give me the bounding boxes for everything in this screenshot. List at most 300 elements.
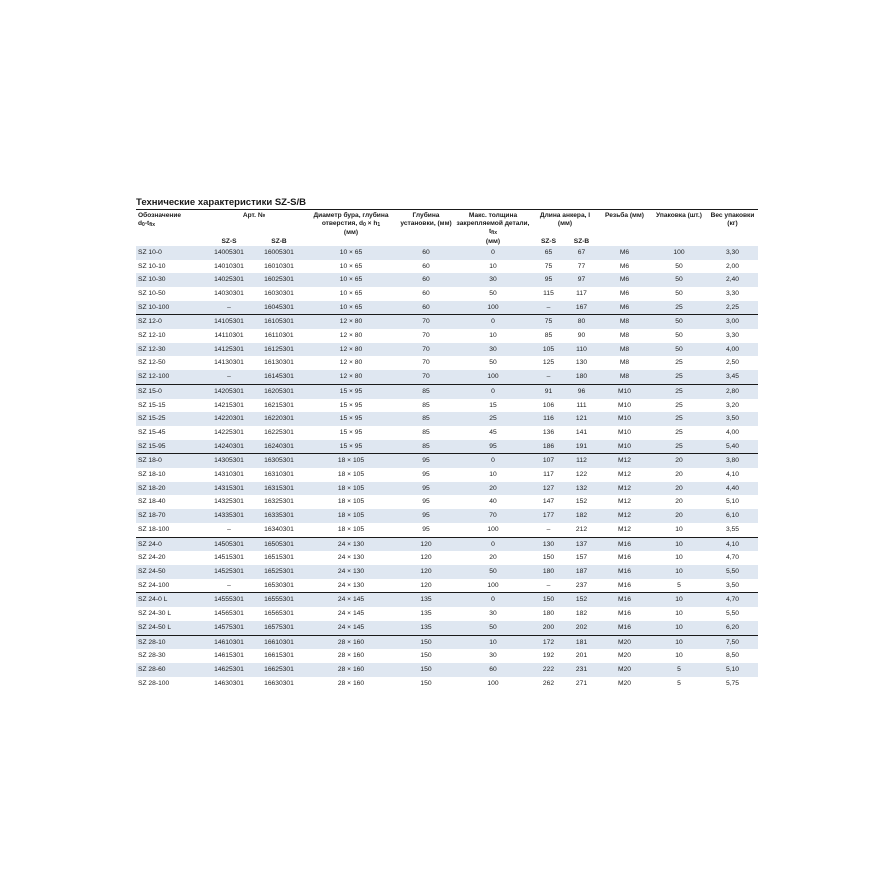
cell-length-szs: 186 <box>532 440 565 454</box>
cell-length-szs: 117 <box>543 471 554 479</box>
cell-art-szs: 14555301 <box>204 593 254 607</box>
cell-thread: M16 <box>617 581 631 589</box>
table-row <box>136 468 758 482</box>
cell-weight: 5,10 <box>707 663 758 677</box>
cell-pack: 100 <box>651 246 707 260</box>
cell-designation: SZ 24-0 <box>136 537 204 551</box>
cell-art-szs: 14010301 <box>214 262 244 270</box>
cell-drill: 18 × 105 <box>304 454 398 468</box>
header-art-number: Арт. № <box>242 212 266 219</box>
cell-thread: M8 <box>619 359 630 367</box>
cell-weight: 3,00 <box>707 315 758 329</box>
cell-thread: M16 <box>598 593 651 607</box>
cell-weight: 4,00 <box>707 343 758 357</box>
cell-weight: 7,50 <box>707 635 758 649</box>
cell-weight: 3,80 <box>707 454 758 468</box>
cell-length-szs: 125 <box>542 359 555 367</box>
cell-pack: 10 <box>675 525 683 533</box>
cell-thickness: 50 <box>454 621 532 635</box>
cell-thickness: 25 <box>454 412 532 426</box>
cell-length-szs: 105 <box>532 343 565 357</box>
header-length-szb: SZ-B <box>573 237 590 245</box>
cell-designation: SZ 24-50 L <box>136 621 204 635</box>
cell-thread: M10 <box>617 428 631 436</box>
table-row <box>136 399 758 413</box>
cell-thickness: 50 <box>489 359 497 367</box>
cell-thread: M20 <box>598 635 651 649</box>
cell-designation: SZ 18-100 <box>138 525 170 533</box>
cell-length-szs: 177 <box>532 509 565 523</box>
table-row <box>136 356 758 370</box>
cell-thickness: 0 <box>454 315 532 329</box>
cell-weight: 5,40 <box>707 440 758 454</box>
header-art-szb: SZ-B <box>271 237 287 245</box>
cell-depth: 85 <box>398 440 454 454</box>
cell-length-szs: – <box>546 581 551 589</box>
cell-art-szb: 16130301 <box>264 359 294 367</box>
cell-art-szs: 14515301 <box>214 554 244 562</box>
cell-pack: 50 <box>675 262 683 270</box>
cell-art-szb: 16335301 <box>254 509 304 523</box>
cell-thread: M8 <box>598 370 651 384</box>
cell-length-szs: 85 <box>544 332 553 340</box>
table-row <box>136 649 758 663</box>
cell-thickness: 60 <box>454 663 532 677</box>
cell-art-szb: 16220301 <box>254 412 304 426</box>
cell-length-szb: 167 <box>565 301 598 315</box>
cell-drill: 28 × 160 <box>337 652 365 660</box>
cell-art-szs: 14125301 <box>204 343 254 357</box>
cell-art-szb: 16030301 <box>264 289 294 297</box>
cell-thickness: 95 <box>454 440 532 454</box>
cell-depth: 60 <box>398 301 454 315</box>
cell-thread: M6 <box>598 246 651 260</box>
cell-designation: SZ 18-0 <box>136 454 204 468</box>
cell-weight: 4,70 <box>725 554 740 562</box>
cell-thread: M10 <box>598 384 651 398</box>
cell-art-szb: 16315301 <box>254 482 304 496</box>
cell-length-szb: 121 <box>565 412 598 426</box>
cell-pack: 50 <box>675 289 683 297</box>
cell-art-szb: 16045301 <box>254 301 304 315</box>
cell-weight: 3,55 <box>725 525 740 533</box>
cell-thread: M10 <box>598 440 651 454</box>
cell-drill: 24 × 130 <box>337 581 365 589</box>
cell-length-szs: 222 <box>532 663 565 677</box>
cell-drill: 12 × 80 <box>304 370 398 384</box>
cell-designation: SZ 15-0 <box>136 384 204 398</box>
cell-art-szs: 14335301 <box>204 509 254 523</box>
cell-designation: SZ 28-30 <box>138 652 166 660</box>
cell-thread: M16 <box>598 621 651 635</box>
cell-designation: SZ 18-70 <box>136 509 204 523</box>
table-row <box>136 315 758 329</box>
cell-art-szb: 16630301 <box>264 679 294 687</box>
cell-pack: 5 <box>651 663 707 677</box>
spec-sheet <box>136 196 758 690</box>
cell-depth: 95 <box>398 509 454 523</box>
cell-drill: 15 × 95 <box>339 428 363 436</box>
cell-weight: 2,40 <box>707 273 758 287</box>
cell-weight: 3,50 <box>707 412 758 426</box>
cell-weight: 3,20 <box>725 401 740 409</box>
cell-length-szs: – <box>532 370 565 384</box>
cell-length-szb: 157 <box>575 554 588 562</box>
cell-art-szb: 16025301 <box>254 273 304 287</box>
cell-weight: 3,30 <box>725 332 740 340</box>
cell-length-szb: 202 <box>565 621 598 635</box>
cell-art-szs: 14505301 <box>204 537 254 551</box>
header-designation: Обозначение $d_0-t_{fix}$ <box>138 212 182 229</box>
cell-art-szb: 16310301 <box>264 471 294 479</box>
cell-drill: 24 × 130 <box>337 554 365 562</box>
cell-length-szs: 180 <box>542 610 555 618</box>
cell-thread: M12 <box>617 471 631 479</box>
cell-depth: 85 <box>398 412 454 426</box>
cell-thickness: 0 <box>454 246 532 260</box>
cell-art-szs: 14205301 <box>204 384 254 398</box>
cell-thickness: 0 <box>454 384 532 398</box>
cell-length-szb: 132 <box>565 482 598 496</box>
cell-thread: M6 <box>619 262 630 270</box>
cell-drill: 24 × 145 <box>304 593 398 607</box>
cell-thread: M10 <box>617 401 631 409</box>
cell-depth: 70 <box>398 343 454 357</box>
cell-length-szs: 136 <box>542 428 555 436</box>
cell-pack: 20 <box>651 482 707 496</box>
cell-weight: 3,50 <box>725 581 740 589</box>
cell-thread: M8 <box>598 315 651 329</box>
table-row <box>136 579 758 593</box>
cell-drill: 10 × 65 <box>339 289 363 297</box>
table-row <box>136 607 758 621</box>
cell-art-szs: 14025301 <box>204 273 254 287</box>
cell-designation: SZ 24-50 <box>136 565 204 579</box>
cell-art-szs: 14630301 <box>214 679 244 687</box>
table-row <box>136 495 758 509</box>
cell-art-szb: 16205301 <box>254 384 304 398</box>
cell-length-szs: 91 <box>532 384 565 398</box>
cell-thread: M16 <box>598 565 651 579</box>
cell-designation: SZ 12-0 <box>136 315 204 329</box>
cell-drill: 12 × 80 <box>339 332 363 340</box>
cell-thread: M20 <box>617 679 631 687</box>
header-pack: Упаковка (шт.) <box>656 212 702 219</box>
cell-depth: 95 <box>422 498 430 506</box>
cell-art-szs: 14315301 <box>204 482 254 496</box>
cell-designation: SZ 24-0 L <box>136 593 204 607</box>
cell-length-szb: 137 <box>565 537 598 551</box>
table-row <box>136 663 758 677</box>
cell-drill: 12 × 80 <box>304 343 398 357</box>
cell-thickness: 50 <box>454 565 532 579</box>
cell-thickness: 45 <box>489 428 497 436</box>
cell-depth: 150 <box>420 652 432 660</box>
cell-pack: 50 <box>651 315 707 329</box>
cell-length-szs: 106 <box>542 401 555 409</box>
cell-drill: 24 × 145 <box>304 621 398 635</box>
cell-weight: 2,80 <box>707 384 758 398</box>
cell-art-szb: 16615301 <box>264 652 294 660</box>
cell-length-szb: 187 <box>565 565 598 579</box>
table-row <box>136 343 758 357</box>
cell-art-szs: 14005301 <box>204 246 254 260</box>
cell-length-szs: 75 <box>544 262 553 270</box>
cell-pack: 50 <box>675 332 683 340</box>
cell-art-szs: – <box>227 581 231 589</box>
cell-thread: M6 <box>619 289 630 297</box>
cell-designation: SZ 24-20 <box>138 554 166 562</box>
cell-weight: 5,50 <box>707 565 758 579</box>
header-length: Длина анкера, l (мм) <box>539 212 591 228</box>
cell-designation: SZ 18-10 <box>138 471 166 479</box>
cell-drill: 18 × 105 <box>304 509 398 523</box>
table-row <box>136 384 758 398</box>
cell-weight: 6,20 <box>707 621 758 635</box>
cell-weight: 6,10 <box>707 509 758 523</box>
cell-length-szb: 182 <box>565 509 598 523</box>
table-body <box>136 246 758 691</box>
spec-table <box>136 209 758 690</box>
cell-pack: 10 <box>651 593 707 607</box>
cell-length-szs: 150 <box>542 554 555 562</box>
cell-thickness: 10 <box>454 635 532 649</box>
cell-weight: 4,10 <box>725 471 740 479</box>
cell-depth: 95 <box>422 471 430 479</box>
cell-length-szs: 192 <box>542 652 555 660</box>
cell-thickness: 15 <box>489 401 497 409</box>
cell-art-szs: 14310301 <box>214 471 244 479</box>
cell-art-szb: 16240301 <box>254 440 304 454</box>
cell-thread: M12 <box>598 454 651 468</box>
table-row <box>136 551 758 565</box>
cell-length-szb: 231 <box>565 663 598 677</box>
header-art-szs: SZ-S <box>221 237 237 245</box>
cell-depth: 70 <box>422 359 430 367</box>
cell-thread: M8 <box>598 343 651 357</box>
cell-length-szb: 191 <box>565 440 598 454</box>
cell-length-szs: 172 <box>532 635 565 649</box>
cell-art-szb: 16110301 <box>264 332 294 340</box>
header-weight: Вес упаковки (кг) <box>710 212 755 228</box>
cell-drill: 10 × 65 <box>339 262 363 270</box>
cell-drill: 10 × 65 <box>304 246 398 260</box>
cell-pack: 20 <box>675 498 683 506</box>
cell-depth: 150 <box>398 663 454 677</box>
cell-length-szs: – <box>546 525 551 533</box>
cell-art-szb: 16555301 <box>254 593 304 607</box>
cell-weight: 5,75 <box>725 679 740 687</box>
cell-length-szb: 110 <box>565 343 598 357</box>
cell-pack: 10 <box>651 565 707 579</box>
cell-depth: 60 <box>398 273 454 287</box>
cell-art-szs: 14615301 <box>214 652 244 660</box>
cell-thickness: 50 <box>489 289 497 297</box>
cell-length-szb: 271 <box>575 679 588 687</box>
cell-length-szb: 152 <box>575 498 588 506</box>
cell-art-szb: 16575301 <box>254 621 304 635</box>
table-row <box>136 454 758 468</box>
cell-length-szb: 97 <box>565 273 598 287</box>
cell-depth: 70 <box>398 370 454 384</box>
cell-weight: 4,70 <box>707 593 758 607</box>
cell-drill: 15 × 95 <box>339 401 363 409</box>
cell-depth: 70 <box>422 332 430 340</box>
cell-pack: 25 <box>675 359 683 367</box>
cell-thread: M16 <box>598 537 651 551</box>
cell-pack: 25 <box>675 428 683 436</box>
cell-art-szs: 14565301 <box>214 610 244 618</box>
cell-drill: 12 × 80 <box>304 315 398 329</box>
cell-depth: 60 <box>422 289 430 297</box>
cell-pack: 50 <box>651 343 707 357</box>
cell-thread: M12 <box>598 509 651 523</box>
cell-drill: 28 × 160 <box>304 635 398 649</box>
cell-drill: 18 × 105 <box>304 482 398 496</box>
table-row <box>136 287 758 301</box>
cell-pack: 10 <box>675 554 683 562</box>
cell-art-szs: 14225301 <box>214 428 244 436</box>
cell-weight: 5,10 <box>725 498 740 506</box>
cell-weight: 4,10 <box>707 537 758 551</box>
cell-thread: M16 <box>617 554 631 562</box>
table-row <box>136 260 758 274</box>
cell-length-szs: 180 <box>532 565 565 579</box>
table-row <box>136 246 758 260</box>
cell-art-szb: 16565301 <box>264 610 294 618</box>
table-row <box>136 565 758 579</box>
cell-designation: SZ 10-0 <box>136 246 204 260</box>
cell-thickness: 30 <box>454 273 532 287</box>
cell-depth: 120 <box>420 554 432 562</box>
cell-length-szs: 75 <box>532 315 565 329</box>
cell-drill: 15 × 95 <box>304 384 398 398</box>
cell-pack: 10 <box>651 635 707 649</box>
cell-pack: 10 <box>651 537 707 551</box>
cell-depth: 135 <box>398 621 454 635</box>
cell-length-szb: 67 <box>565 246 598 260</box>
cell-thread: M12 <box>617 498 631 506</box>
table-row <box>136 635 758 649</box>
table-row <box>136 273 758 287</box>
cell-art-szb: 16340301 <box>264 525 294 533</box>
cell-length-szb: 237 <box>575 581 588 589</box>
cell-thickness: 100 <box>487 525 499 533</box>
cell-pack: 20 <box>675 471 683 479</box>
cell-thickness: 0 <box>454 537 532 551</box>
cell-designation: SZ 28-100 <box>138 679 170 687</box>
cell-designation: SZ 24-30 L <box>138 610 172 618</box>
cell-length-szb: 212 <box>575 525 588 533</box>
cell-pack: 25 <box>651 370 707 384</box>
cell-thickness: 100 <box>487 679 499 687</box>
cell-length-szb: 181 <box>565 635 598 649</box>
cell-art-szb: 16215301 <box>264 401 294 409</box>
cell-depth: 120 <box>398 537 454 551</box>
cell-art-szb: 16530301 <box>264 581 294 589</box>
cell-length-szb: 111 <box>576 401 587 409</box>
cell-length-szs: 107 <box>532 454 565 468</box>
cell-pack: 25 <box>651 301 707 315</box>
cell-depth: 150 <box>398 635 454 649</box>
cell-thread: M10 <box>598 412 651 426</box>
table-title: Технические характеристики SZ-S/B <box>136 197 306 208</box>
cell-length-szb: 112 <box>565 454 598 468</box>
cell-length-szs: 150 <box>532 593 565 607</box>
cell-length-szs: 147 <box>542 498 555 506</box>
cell-art-szs: 14610301 <box>204 635 254 649</box>
cell-art-szb: 16625301 <box>254 663 304 677</box>
cell-weight: 2,50 <box>725 359 740 367</box>
cell-art-szs: 14325301 <box>214 498 244 506</box>
header-thickness: Макс. толщина закрепляемой детали, $t_{fix}$ (мм) <box>456 212 530 245</box>
cell-weight: 4,40 <box>707 482 758 496</box>
table-row <box>136 301 758 315</box>
header-depth: Глубина установки, (мм) <box>400 212 452 228</box>
cell-thread: M12 <box>598 482 651 496</box>
cell-designation: SZ 28-60 <box>136 663 204 677</box>
table-row <box>136 440 758 454</box>
cell-depth: 85 <box>398 384 454 398</box>
cell-depth: 85 <box>422 428 430 436</box>
cell-art-szs: – <box>227 525 231 533</box>
cell-pack: 5 <box>677 581 681 589</box>
cell-length-szb: 96 <box>565 384 598 398</box>
cell-thickness: 100 <box>487 581 499 589</box>
cell-drill: 18 × 105 <box>337 525 365 533</box>
cell-depth: 150 <box>420 679 432 687</box>
table-row <box>136 482 758 496</box>
cell-art-szb: 16010301 <box>264 262 294 270</box>
cell-pack: 25 <box>651 440 707 454</box>
cell-thickness: 0 <box>454 454 532 468</box>
cell-weight: 3,45 <box>707 370 758 384</box>
cell-thickness: 40 <box>489 498 497 506</box>
cell-drill: 15 × 95 <box>304 412 398 426</box>
cell-designation: SZ 15-45 <box>138 428 166 436</box>
cell-length-szs: 262 <box>542 679 555 687</box>
cell-drill: 24 × 130 <box>304 537 398 551</box>
table-row <box>136 329 758 343</box>
cell-thickness: 30 <box>489 610 497 618</box>
cell-designation: SZ 24-100 <box>138 581 170 589</box>
cell-thread: M16 <box>617 610 631 618</box>
cell-art-szs: 14305301 <box>204 454 254 468</box>
cell-thickness: 30 <box>454 343 532 357</box>
cell-art-szs: 14215301 <box>214 401 244 409</box>
cell-drill: 28 × 160 <box>304 663 398 677</box>
cell-length-szb: 117 <box>576 289 587 297</box>
cell-depth: 95 <box>422 525 430 533</box>
cell-length-szs: 200 <box>532 621 565 635</box>
cell-art-szs: 14240301 <box>204 440 254 454</box>
cell-depth: 135 <box>420 610 432 618</box>
cell-art-szs: 14105301 <box>204 315 254 329</box>
cell-art-szb: 16505301 <box>254 537 304 551</box>
cell-pack: 10 <box>675 610 683 618</box>
cell-art-szs: 14220301 <box>204 412 254 426</box>
cell-designation: SZ 10-50 <box>138 289 166 297</box>
cell-length-szs: 130 <box>532 537 565 551</box>
cell-art-szs: 14110301 <box>214 332 244 340</box>
cell-length-szb: 122 <box>575 471 588 479</box>
cell-drill: 24 × 130 <box>304 565 398 579</box>
cell-weight: 3,30 <box>707 246 758 260</box>
cell-depth: 120 <box>398 565 454 579</box>
header-length-szs: SZ-S <box>540 237 557 245</box>
cell-weight: 5,50 <box>725 610 740 618</box>
cell-depth: 70 <box>398 315 454 329</box>
